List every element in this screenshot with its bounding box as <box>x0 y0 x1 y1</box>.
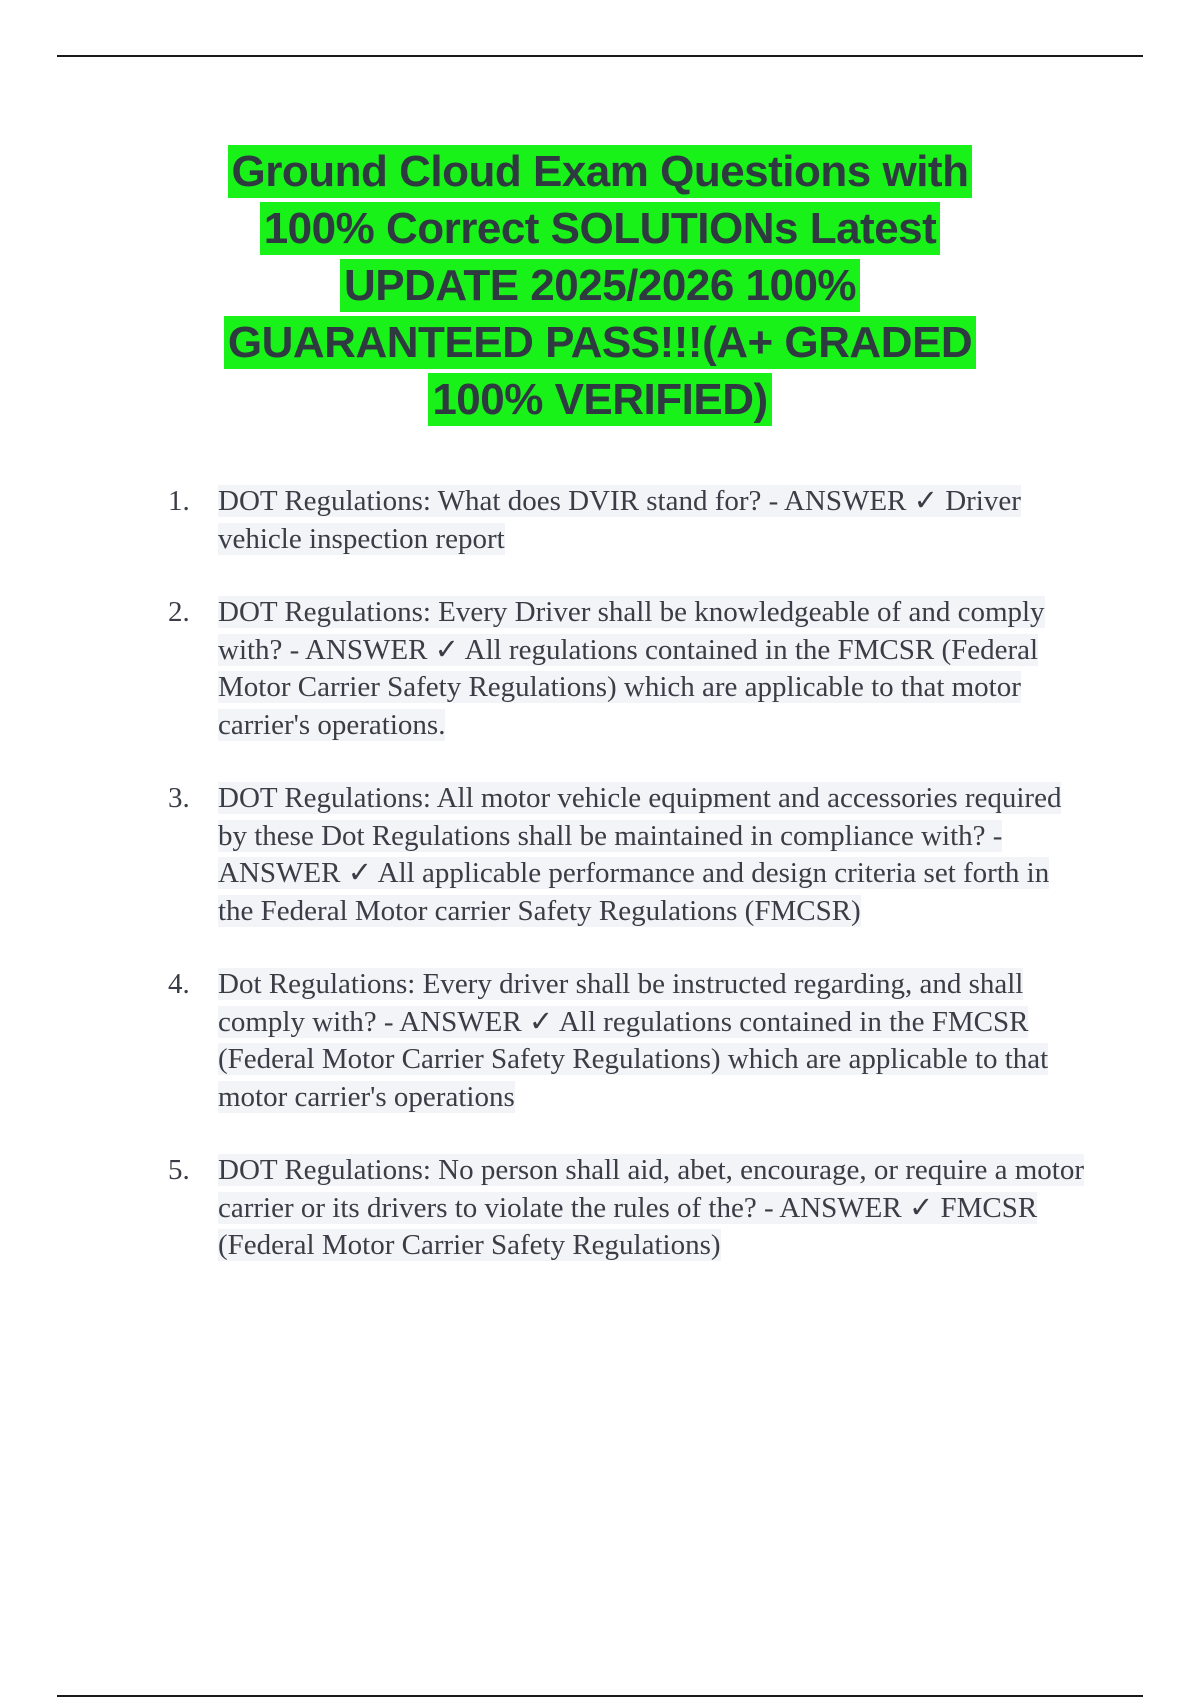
title-line: 100% Correct SOLUTIONs Latest <box>260 202 941 255</box>
top-rule <box>57 55 1143 57</box>
item-text: DOT Regulations: Every Driver shall be knowledgeable of and comply with? - ANSWER ✓ All regulations contained in the FMCSR (Federal Motor Carrier Safety Regulations) which are applicable to that motor carrier's operations. <box>218 596 1045 741</box>
title-line: 100% VERIFIED) <box>428 373 771 426</box>
list-item <box>168 780 1088 930</box>
title-line: UPDATE 2025/2026 100% <box>340 259 860 312</box>
list-item <box>168 966 1088 1116</box>
list-item <box>168 594 1088 744</box>
item-text: DOT Regulations: What does DVIR stand for? - ANSWER ✓ Driver vehicle inspection report <box>218 485 1021 555</box>
item-text: DOT Regulations: All motor vehicle equipment and accessories required by these Dot Regulations shall be maintained in compliance with? - ANSWER ✓ All applicable performance and design criteria set forth in the Federal Motor carrier Safety Regulations (FMCSR) <box>218 782 1062 927</box>
item-text: DOT Regulations: No person shall aid, abet, encourage, or require a motor carrier or its drivers to violate the rules of the? - ANSWER ✓ FMCSR (Federal Motor Carrier Safety Regulations) <box>218 1154 1084 1261</box>
item-text-wrapper <box>218 483 1088 558</box>
item-number: 4. <box>168 968 190 1000</box>
item-number: 1. <box>168 485 190 517</box>
item-number: 2. <box>168 596 190 628</box>
item-number: 5. <box>168 1154 190 1186</box>
title-line: GUARANTEED PASS!!!(A+ GRADED <box>224 316 976 369</box>
list-item <box>168 1152 1088 1265</box>
bottom-rule <box>57 1695 1143 1697</box>
item-text-wrapper <box>218 966 1088 1116</box>
list-item <box>168 483 1088 558</box>
title-line: Ground Cloud Exam Questions with <box>228 145 973 198</box>
item-number: 3. <box>168 782 190 814</box>
question-list <box>168 483 1088 1301</box>
item-text-wrapper <box>218 594 1088 744</box>
item-text: Dot Regulations: Every driver shall be instructed regarding, and shall comply with? - ANSWER ✓ All regulations contained in the FMCSR (Federal Motor Carrier Safety Regulations) which are applicable to that motor carrier's operations <box>218 968 1049 1113</box>
document-title <box>150 143 1050 428</box>
item-text-wrapper <box>218 780 1088 930</box>
item-text-wrapper <box>218 1152 1088 1265</box>
